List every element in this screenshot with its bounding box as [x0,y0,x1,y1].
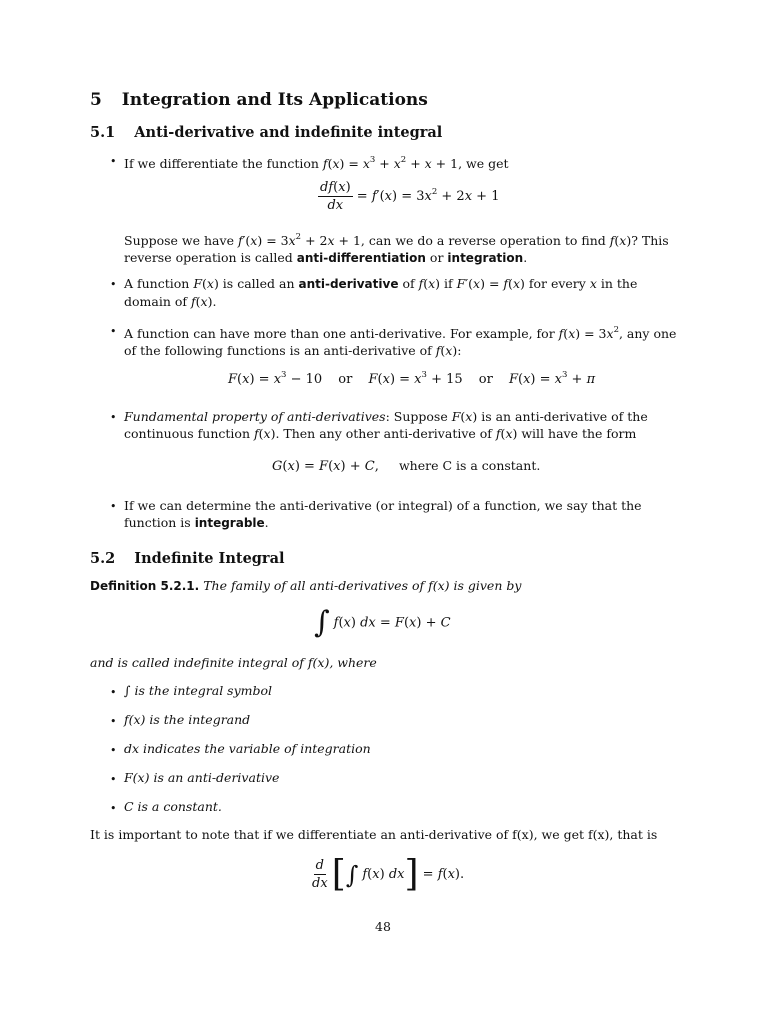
bullet-icon: • [110,325,117,338]
bold-term: anti-derivative [298,277,399,291]
list-item: F(x) is an anti-derivative [124,770,280,785]
after-definition: and is called indefinite integral of f(x), where [90,655,377,670]
list-item: dx indicates the variable of integration [124,741,371,756]
bullet-icon: • [110,715,117,728]
list-item: ∫ is the integral symbol [124,683,273,698]
bullet-icon: • [110,500,117,513]
equation-ftc: $\frac{d}{dx}$ [∫ f(x) dx] = f(x). [312,853,465,895]
subsection-title: Anti-derivative and indefinite integral [134,124,443,141]
italic-label: Fundamental property of anti-derivatives [124,409,386,424]
section-heading [90,90,428,110]
constant-note: where C is a constant. [398,458,541,473]
list-item: C is a constant. [124,799,222,814]
paragraph: If we differentiate the function $f(x) = x^3 + x^2 + x + 1$, we get [124,155,509,171]
paragraph: Suppose we have $f'(x) = 3x^2 + 2x + 1$, can we do a reverse operation to find f(x)? This reverse operation is called anti-differentiation or integration. [124,232,669,265]
subsection-heading-5-1 [90,124,442,141]
subsection-heading-5-2 [90,550,284,567]
subsection-number: 5.2 [90,550,116,567]
definition-label: Definition 5.2.1. [90,579,200,593]
bold-term: integrable [194,516,265,530]
or-word: or [478,372,493,387]
bold-term: anti-differentiation [296,251,426,265]
bullet-icon: • [110,773,117,786]
bold-term: integration [447,251,524,265]
definition-text: The family of all anti-derivatives of f(x) is given by [203,578,522,593]
subsection-number: 5.1 [90,124,116,141]
bullet-icon: • [110,802,117,815]
equation-general-form: G(x) = F(x) + C, where C is a constant. [272,458,541,474]
paragraph: If we can determine the anti-derivative (or integral) of a function, we say that the function is integrable. [124,498,642,530]
paragraph: Fundamental property of anti-derivatives: Suppose F(x) is an anti-derivative of the continuous function f(x). Then any other anti-derivative of f(x) will have the form [124,409,648,441]
list-item: f(x) is the integrand [124,712,251,727]
bullet-icon: • [110,278,117,291]
definition [90,577,521,595]
closing-paragraph: It is important to note that if we differentiate an anti-derivative of f(x), we get f(x), that is [90,827,658,842]
section-number: 5 [90,90,102,110]
page-number: 48 [375,919,391,934]
bullet-icon: • [110,411,117,424]
bullet-icon: • [110,744,117,757]
or-word: or [338,372,353,387]
bullet-icon: • [110,155,117,168]
paragraph: A function can have more than one anti-derivative. For example, for $f(x) = 3x^2$, any one of the following functions is an anti-derivative of f(x): [124,325,677,358]
bullet-icon: • [110,686,117,699]
equation-derivative: $\frac{df(x)}{dx}$ = $f'(x) = 3x^2 + 2x + 1$ [320,180,500,213]
paragraph: A function F(x) is called an anti-derivative of f(x) if F′(x) = f(x) for every x in the domain of f(x). [124,276,638,309]
section-title: Integration and Its Applications [121,90,428,110]
equation-examples: $F(x) = x^3 - 10$ or $F(x) = x^3 + 15$ or $F(x) = x^3 + \pi$ [228,370,596,387]
equation-indefinite-integral: ∫ f(x) dx = F(x) + C [314,605,451,640]
subsection-title: Indefinite Integral [134,550,285,567]
